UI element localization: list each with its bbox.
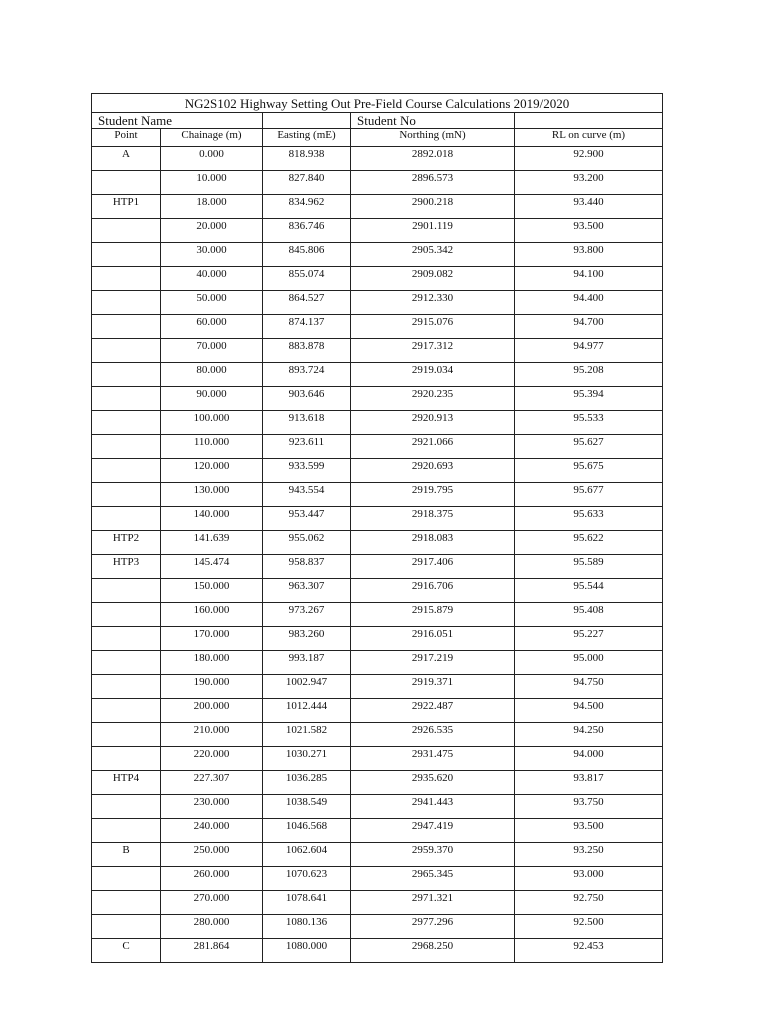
table-row: [92, 339, 663, 363]
cell-easting: 827.840: [263, 171, 351, 195]
cell-northing: 2931.475: [351, 747, 515, 771]
cell-chainage: 10.000: [161, 171, 263, 195]
cell-northing: 2977.296: [351, 915, 515, 939]
student-no-label: Student No: [351, 113, 515, 129]
table-row: [92, 531, 663, 555]
table-row: [92, 411, 663, 435]
cell-point: C: [92, 939, 161, 963]
cell-northing: 2959.370: [351, 843, 515, 867]
table-row: [92, 579, 663, 603]
cell-easting: 883.878: [263, 339, 351, 363]
cell-northing: 2916.706: [351, 579, 515, 603]
column-header-row: [92, 129, 663, 147]
cell-easting: 1080.000: [263, 939, 351, 963]
cell-northing: 2919.795: [351, 483, 515, 507]
cell-northing: 2941.443: [351, 795, 515, 819]
cell-rl: 93.200: [515, 171, 663, 195]
header-point: Point: [92, 129, 161, 147]
cell-rl: 93.750: [515, 795, 663, 819]
cell-northing: 2919.371: [351, 675, 515, 699]
table-row: [92, 747, 663, 771]
cell-northing: 2935.620: [351, 771, 515, 795]
cell-northing: 2909.082: [351, 267, 515, 291]
title-row: [92, 94, 663, 113]
cell-point: HTP2: [92, 531, 161, 555]
table-row: [92, 771, 663, 795]
table-row: [92, 651, 663, 675]
cell-northing: 2920.235: [351, 387, 515, 411]
cell-rl: 94.000: [515, 747, 663, 771]
cell-easting: 953.447: [263, 507, 351, 531]
table-row: [92, 843, 663, 867]
cell-point: [92, 891, 161, 915]
cell-easting: 874.137: [263, 315, 351, 339]
cell-northing: 2915.879: [351, 603, 515, 627]
cell-chainage: 100.000: [161, 411, 263, 435]
cell-northing: 2917.406: [351, 555, 515, 579]
cell-rl: 93.500: [515, 219, 663, 243]
cell-point: [92, 243, 161, 267]
cell-rl: 92.750: [515, 891, 663, 915]
cell-easting: 893.724: [263, 363, 351, 387]
cell-easting: 1038.549: [263, 795, 351, 819]
cell-chainage: 170.000: [161, 627, 263, 651]
cell-easting: 913.618: [263, 411, 351, 435]
cell-rl: 92.900: [515, 147, 663, 171]
cell-point: [92, 315, 161, 339]
cell-chainage: 140.000: [161, 507, 263, 531]
cell-easting: 1078.641: [263, 891, 351, 915]
cell-rl: 93.500: [515, 819, 663, 843]
cell-easting: 1002.947: [263, 675, 351, 699]
cell-point: HTP3: [92, 555, 161, 579]
cell-rl: 95.675: [515, 459, 663, 483]
cell-chainage: 200.000: [161, 699, 263, 723]
cell-chainage: 18.000: [161, 195, 263, 219]
cell-northing: 2947.419: [351, 819, 515, 843]
cell-chainage: 90.000: [161, 387, 263, 411]
cell-northing: 2919.034: [351, 363, 515, 387]
table-row: [92, 267, 663, 291]
cell-easting: 1062.604: [263, 843, 351, 867]
cell-easting: 1046.568: [263, 819, 351, 843]
cell-point: [92, 411, 161, 435]
cell-chainage: 20.000: [161, 219, 263, 243]
cell-easting: 1012.444: [263, 699, 351, 723]
cell-chainage: 50.000: [161, 291, 263, 315]
cell-point: [92, 675, 161, 699]
cell-chainage: 240.000: [161, 819, 263, 843]
cell-rl: 95.544: [515, 579, 663, 603]
cell-point: [92, 291, 161, 315]
cell-chainage: 160.000: [161, 603, 263, 627]
cell-chainage: 80.000: [161, 363, 263, 387]
cell-point: [92, 819, 161, 843]
cell-easting: 1080.136: [263, 915, 351, 939]
cell-northing: 2971.321: [351, 891, 515, 915]
cell-northing: 2920.913: [351, 411, 515, 435]
cell-rl: 95.394: [515, 387, 663, 411]
table-row: [92, 315, 663, 339]
cell-easting: 955.062: [263, 531, 351, 555]
cell-point: [92, 267, 161, 291]
cell-point: [92, 795, 161, 819]
cell-rl: 95.622: [515, 531, 663, 555]
cell-easting: 1030.271: [263, 747, 351, 771]
cell-easting: 903.646: [263, 387, 351, 411]
cell-chainage: 60.000: [161, 315, 263, 339]
cell-chainage: 40.000: [161, 267, 263, 291]
cell-rl: 92.500: [515, 915, 663, 939]
table-row: [92, 243, 663, 267]
cell-chainage: 227.307: [161, 771, 263, 795]
cell-chainage: 270.000: [161, 891, 263, 915]
cell-point: [92, 219, 161, 243]
cell-northing: 2901.119: [351, 219, 515, 243]
student-no-value[interactable]: [515, 113, 663, 129]
cell-northing: 2918.083: [351, 531, 515, 555]
table-row: [92, 723, 663, 747]
table-row: [92, 675, 663, 699]
sheet-title: NG2S102 Highway Setting Out Pre-Field Course Calculations 2019/2020: [92, 94, 663, 113]
cell-point: [92, 603, 161, 627]
header-northing: Northing (mN): [351, 129, 515, 147]
cell-point: [92, 363, 161, 387]
table-row: [92, 915, 663, 939]
cell-point: [92, 699, 161, 723]
cell-rl: 94.500: [515, 699, 663, 723]
cell-rl: 95.408: [515, 603, 663, 627]
cell-chainage: 190.000: [161, 675, 263, 699]
cell-point: [92, 483, 161, 507]
cell-northing: 2900.218: [351, 195, 515, 219]
cell-point: [92, 651, 161, 675]
cell-chainage: 230.000: [161, 795, 263, 819]
cell-northing: 2915.076: [351, 315, 515, 339]
cell-rl: 92.453: [515, 939, 663, 963]
cell-rl: 93.000: [515, 867, 663, 891]
cell-chainage: 145.474: [161, 555, 263, 579]
cell-rl: 95.589: [515, 555, 663, 579]
table-row: [92, 891, 663, 915]
cell-point: [92, 435, 161, 459]
cell-easting: 933.599: [263, 459, 351, 483]
cell-easting: 993.187: [263, 651, 351, 675]
cell-rl: 93.817: [515, 771, 663, 795]
cell-easting: 834.962: [263, 195, 351, 219]
cell-easting: 864.527: [263, 291, 351, 315]
cell-point: [92, 339, 161, 363]
cell-northing: 2912.330: [351, 291, 515, 315]
cell-rl: 95.533: [515, 411, 663, 435]
cell-point: [92, 747, 161, 771]
cell-chainage: 220.000: [161, 747, 263, 771]
cell-chainage: 130.000: [161, 483, 263, 507]
cell-point: [92, 459, 161, 483]
cell-easting: 845.806: [263, 243, 351, 267]
cell-easting: 983.260: [263, 627, 351, 651]
cell-northing: 2921.066: [351, 435, 515, 459]
cell-chainage: 210.000: [161, 723, 263, 747]
cell-rl: 94.250: [515, 723, 663, 747]
cell-northing: 2926.535: [351, 723, 515, 747]
table-row: [92, 147, 663, 171]
header-rl: RL on curve (m): [515, 129, 663, 147]
cell-point: [92, 507, 161, 531]
cell-rl: 95.633: [515, 507, 663, 531]
student-info-row: [92, 113, 663, 129]
cell-rl: 95.677: [515, 483, 663, 507]
table-row: [92, 555, 663, 579]
cell-easting: 855.074: [263, 267, 351, 291]
cell-northing: 2905.342: [351, 243, 515, 267]
cell-northing: 2892.018: [351, 147, 515, 171]
cell-rl: 94.400: [515, 291, 663, 315]
cell-rl: 93.440: [515, 195, 663, 219]
cell-northing: 2917.219: [351, 651, 515, 675]
table-row: [92, 483, 663, 507]
cell-point: HTP4: [92, 771, 161, 795]
cell-point: A: [92, 147, 161, 171]
cell-point: [92, 723, 161, 747]
cell-northing: 2965.345: [351, 867, 515, 891]
cell-chainage: 281.864: [161, 939, 263, 963]
cell-chainage: 30.000: [161, 243, 263, 267]
cell-rl: 95.000: [515, 651, 663, 675]
cell-easting: 958.837: [263, 555, 351, 579]
table-row: [92, 171, 663, 195]
cell-chainage: 120.000: [161, 459, 263, 483]
table-row: [92, 699, 663, 723]
cell-northing: 2896.573: [351, 171, 515, 195]
table-row: [92, 195, 663, 219]
table-row: [92, 363, 663, 387]
cell-chainage: 0.000: [161, 147, 263, 171]
header-easting: Easting (mE): [263, 129, 351, 147]
cell-chainage: 180.000: [161, 651, 263, 675]
table-body: [92, 94, 663, 963]
cell-point: [92, 627, 161, 651]
table-row: [92, 819, 663, 843]
table-row: [92, 459, 663, 483]
cell-rl: 95.208: [515, 363, 663, 387]
table-row: [92, 507, 663, 531]
cell-rl: 95.227: [515, 627, 663, 651]
table-row: [92, 387, 663, 411]
cell-chainage: 260.000: [161, 867, 263, 891]
cell-chainage: 70.000: [161, 339, 263, 363]
cell-easting: 818.938: [263, 147, 351, 171]
cell-point: HTP1: [92, 195, 161, 219]
table-row: [92, 219, 663, 243]
table-row: [92, 939, 663, 963]
header-chainage: Chainage (m): [161, 129, 263, 147]
cell-northing: 2917.312: [351, 339, 515, 363]
student-name-value[interactable]: [263, 113, 351, 129]
cell-easting: 1070.623: [263, 867, 351, 891]
cell-rl: 94.977: [515, 339, 663, 363]
calculations-table: [91, 93, 663, 963]
cell-easting: 1036.285: [263, 771, 351, 795]
table-row: [92, 603, 663, 627]
cell-rl: 93.250: [515, 843, 663, 867]
cell-point: [92, 579, 161, 603]
cell-rl: 95.627: [515, 435, 663, 459]
cell-point: [92, 915, 161, 939]
table-row: [92, 627, 663, 651]
table-row: [92, 867, 663, 891]
cell-easting: 963.307: [263, 579, 351, 603]
cell-chainage: 110.000: [161, 435, 263, 459]
cell-northing: 2918.375: [351, 507, 515, 531]
cell-easting: 923.611: [263, 435, 351, 459]
cell-easting: 973.267: [263, 603, 351, 627]
cell-rl: 93.800: [515, 243, 663, 267]
cell-northing: 2916.051: [351, 627, 515, 651]
cell-easting: 943.554: [263, 483, 351, 507]
cell-point: [92, 171, 161, 195]
cell-easting: 1021.582: [263, 723, 351, 747]
cell-northing: 2968.250: [351, 939, 515, 963]
table-row: [92, 435, 663, 459]
cell-chainage: 150.000: [161, 579, 263, 603]
student-name-label: Student Name: [92, 113, 263, 129]
table-row: [92, 795, 663, 819]
table-row: [92, 291, 663, 315]
cell-rl: 94.700: [515, 315, 663, 339]
cell-rl: 94.750: [515, 675, 663, 699]
cell-point: [92, 387, 161, 411]
cell-chainage: 141.639: [161, 531, 263, 555]
cell-rl: 94.100: [515, 267, 663, 291]
cell-chainage: 280.000: [161, 915, 263, 939]
cell-northing: 2922.487: [351, 699, 515, 723]
cell-easting: 836.746: [263, 219, 351, 243]
cell-chainage: 250.000: [161, 843, 263, 867]
cell-point: [92, 867, 161, 891]
cell-point: B: [92, 843, 161, 867]
cell-northing: 2920.693: [351, 459, 515, 483]
